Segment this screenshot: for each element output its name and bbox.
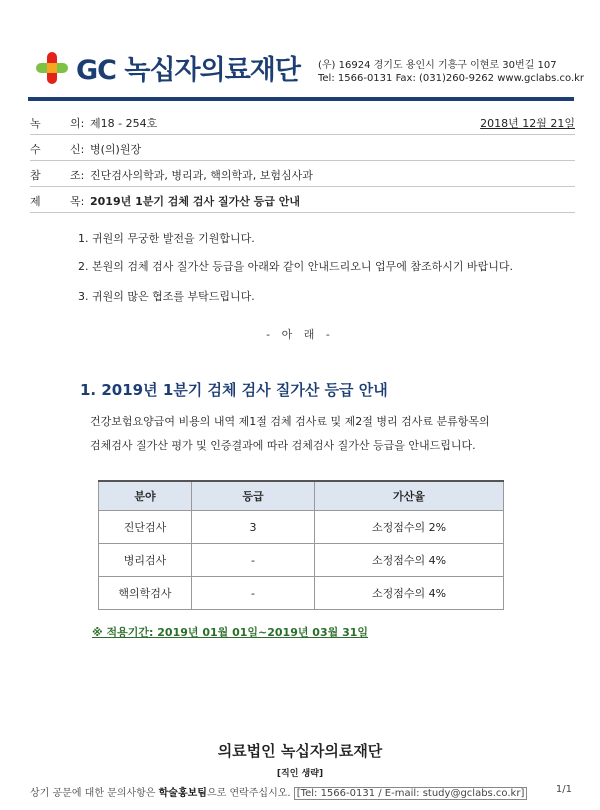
meta-row-docnum — [30, 108, 575, 135]
meta-label: 참 — [30, 169, 41, 182]
seal-note: [직인 생략] — [276, 769, 324, 779]
paragraph-3: 3. 귀원의 많은 협조를 부탁드립니다. — [78, 290, 255, 303]
contact-info: Tel: 1566-0131 Fax: (031)260-9262 www.gclabs.co.kr — [318, 73, 585, 84]
cell-rate: 소정점수의 4% — [315, 544, 504, 577]
cell-grade: - — [192, 544, 315, 577]
application-period: ※ 적용기간: 2019년 01월 01일~2019년 03월 31일 — [92, 626, 369, 639]
cell-grade: 3 — [192, 511, 315, 544]
footer-dept: 학술홍보팀 — [158, 788, 207, 799]
grade-table — [98, 480, 504, 610]
footer-note — [30, 784, 527, 799]
cell-field: 병리검사 — [99, 544, 192, 577]
table-row — [99, 544, 504, 577]
arae-marker: - 아 래 - — [266, 328, 334, 341]
address: (우) 16924 경기도 용인시 기흥구 이현로 30번길 107 — [318, 60, 557, 71]
paragraph-2: 2. 본원의 검체 검사 질가산 등급을 아래와 같이 안내드리오니 업무에 참조하시기 바랍니다. — [78, 260, 513, 273]
cell-field: 진단검사 — [99, 511, 192, 544]
footer-contact: [Tel: 1566-0131 / E-mail: study@gclabs.co.kr] — [294, 787, 528, 800]
meta-label: 제 — [30, 195, 41, 208]
meta-row-reference — [30, 160, 575, 187]
cell-rate: 소정점수의 4% — [315, 577, 504, 610]
meta-label-suffix: 조: — [70, 169, 85, 182]
doc-number: 제18 - 254호 — [90, 117, 158, 130]
reference: 진단검사의학과, 병리과, 핵의학과, 보험심사과 — [90, 169, 313, 182]
recipient: 병(의)원장 — [90, 143, 142, 156]
meta-row-subject — [30, 186, 575, 213]
signature: 의료법인 녹십자의료재단 — [217, 742, 383, 760]
section-line-1: 건강보험요양급여 비용의 내역 제1절 검체 검사료 및 제2절 병리 검사료 분류항목의 — [90, 415, 490, 428]
section-line-2: 검체검사 질가산 평가 및 인증결과에 따라 검체검사 질가산 등급을 안내드립니다. — [90, 439, 476, 452]
paragraph-1: 1. 귀원의 무궁한 발전을 기원합니다. — [78, 232, 255, 245]
meta-label-suffix: 의: — [70, 117, 85, 130]
logo-text: GC 녹십자의료재단 — [76, 55, 300, 86]
subject: 2019년 1분기 검체 검사 질가산 등급 안내 — [90, 195, 301, 208]
footer-middle: 으로 연락주십시오. — [206, 788, 294, 799]
header-divider — [28, 97, 574, 101]
table-row — [99, 511, 504, 544]
page-number: 1/1 — [555, 784, 572, 795]
header-grade: 등급 — [192, 481, 315, 511]
meta-label-suffix: 목: — [70, 195, 85, 208]
cell-field: 핵의학검사 — [99, 577, 192, 610]
section-title: 1. 2019년 1분기 검체 검사 질가산 등급 안내 — [80, 381, 388, 399]
meta-row-recipient — [30, 134, 575, 161]
cross-logo-icon — [34, 50, 70, 86]
cell-grade: - — [192, 577, 315, 610]
header-rate: 가산율 — [315, 481, 504, 511]
cell-rate: 소정점수의 2% — [315, 511, 504, 544]
header-field: 분야 — [99, 481, 192, 511]
meta-label-suffix: 신: — [70, 143, 85, 156]
meta-label: 녹 — [30, 117, 41, 130]
meta-label: 수 — [30, 143, 41, 156]
doc-date: 2018년 12월 21일 — [480, 117, 575, 130]
table-row — [99, 577, 504, 610]
footer-prefix: 상기 공문에 대한 문의사항은 — [30, 788, 159, 799]
table-header-row — [99, 481, 504, 511]
